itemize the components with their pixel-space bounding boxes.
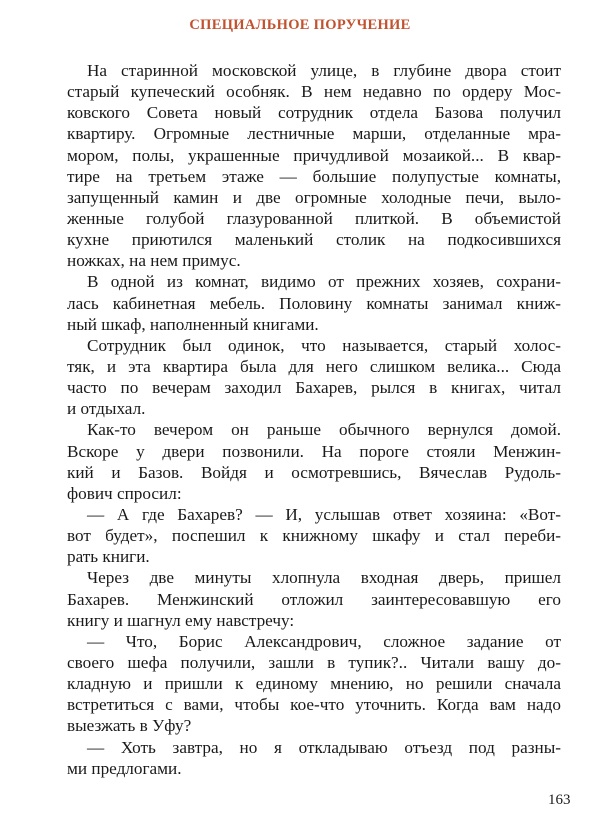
text-line: ный шкаф, наполненный книгами.	[67, 314, 319, 334]
text-line: встретиться с вами, чтобы кое-что уточнить. Когда вам надо	[67, 695, 561, 715]
text-line: вот будет», поспешил к книжному шкафу и стал переби-	[67, 526, 561, 546]
text-line: фович спросил:	[67, 483, 182, 503]
text-line: книгу и шагнул ему навстречу:	[67, 610, 295, 630]
text-line: кий и Базов. Войдя и осмотревшись, Вячеслав Рудоль-	[67, 462, 561, 482]
text-line: запущенный камин и две огромные холодные печи, выло-	[67, 187, 561, 207]
text-line: женные голубой глазурованной плиткой. В объемистой	[67, 208, 561, 228]
text-line: мором, полы, украшенные причудливой мозаикой... В квар-	[67, 145, 561, 165]
chapter-title: СПЕЦИАЛЬНОЕ ПОРУЧЕНИЕ	[189, 17, 411, 33]
paragraph	[67, 335, 561, 420]
text-line: часто по вечерам заходил Бахарев, рылся в книгах, читал	[67, 378, 561, 398]
text-line: Как-то вечером он раньше обычного вернулся домой.	[87, 420, 561, 440]
text-line: ми предлогами.	[67, 758, 182, 778]
paragraph	[67, 419, 561, 504]
paragraph	[67, 567, 561, 630]
text-line: выезжать в Уфу?	[67, 716, 192, 736]
text-line: ковского Совета новый сотрудник отдела Базова получил	[67, 103, 561, 123]
paragraph	[67, 631, 561, 737]
text-line: своего шефа получили, зашли в тупик?.. Читали вашу до-	[67, 652, 561, 672]
paragraph	[67, 737, 561, 779]
text-line: квартиру. Огромные лестничные марши, отделанные мра-	[67, 124, 561, 144]
text-line: — Что, Борис Александрович, сложное задание от	[87, 631, 561, 651]
text-line: старый купеческий особняк. В нем недавно по ордеру Мос-	[67, 82, 561, 102]
text-line: тире на третьем этаже — большие полупустые комнаты,	[67, 166, 561, 186]
page-number: 163	[548, 792, 571, 808]
text-line: лась кабинетная мебель. Половину комнаты занимал книж-	[67, 293, 561, 313]
text-line: и отдыхал.	[67, 399, 146, 419]
paragraph	[67, 271, 561, 334]
text-line: рать книги.	[67, 547, 150, 567]
text-line: На старинной московской улице, в глубине двора стоит	[87, 61, 561, 80]
text-line: тяк, и эта квартира была для него слишком велика... Сюда	[67, 356, 561, 376]
text-line: — Хоть завтра, но я откладываю отъезд под разны-	[87, 737, 561, 757]
text-line: Бахарев. Менжинский отложил заинтересовавшую его	[67, 589, 561, 609]
paragraph	[67, 60, 561, 271]
text-line: В одной из комнат, видимо от прежних хозяев, сохрани-	[87, 272, 561, 292]
text-line: — А где Бахарев? — И, услышав ответ хозяина: «Вот-	[87, 504, 561, 524]
text-line: ножках, на нем примус.	[67, 251, 241, 271]
text-line: кладную и пришли к единому мнению, но решили сначала	[67, 674, 561, 694]
text-line: Через две минуты хлопнула входная дверь, пришел	[87, 568, 561, 588]
body-text	[67, 60, 561, 779]
text-line: Сотрудник был одинок, что называется, старый холос-	[87, 335, 561, 355]
paragraph	[67, 504, 561, 567]
text-line: кухне приютился маленький столик на подкосившихся	[67, 230, 561, 250]
text-line: Вскоре у двери позвонили. На пороге стояли Менжин-	[67, 441, 561, 461]
